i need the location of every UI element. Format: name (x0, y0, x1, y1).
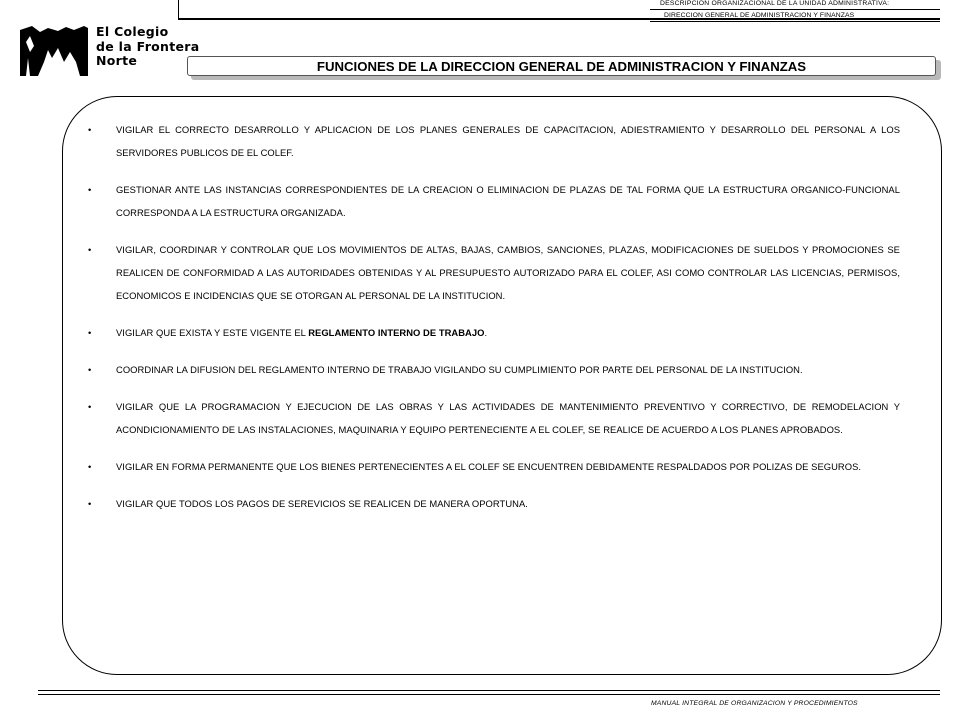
function-item (88, 178, 900, 224)
footer-rule-1 (38, 690, 940, 691)
bullet-icon: • (88, 401, 92, 412)
logo-line-1: El Colegio (96, 24, 169, 39)
logo-line-3: Norte (96, 53, 138, 68)
bullet-icon: • (88, 327, 92, 338)
page-title: FUNCIONES DE LA DIRECCION GENERAL DE ADMINISTRACION Y FINANZAS (187, 56, 936, 76)
bullet-icon: • (88, 498, 92, 509)
bullet-icon: • (88, 244, 92, 255)
function-text: VIGILAR EL CORRECTO DESARROLLO Y APLICACION DE LOS PLANES GENERALES DE CAPACITACION, ADIESTRAMIENTO Y DESARROLLO DEL PERSONAL A LOS SERVIDORES PUBLICOS DE EL COLEF. (116, 124, 900, 158)
function-item (88, 492, 900, 515)
function-text: GESTIONAR ANTE LAS INSTANCIAS CORRESPONDIENTES DE LA CREACION O ELIMINACION DE PLAZAS DE TAL FORMA QUE LA ESTRUCTURA ORGANICO-FUNCIONAL CORRESPONDA A LA ESTRUCTURA ORGANIZADA. (116, 184, 900, 218)
footer-manual-title: MANUAL INTEGRAL DE ORGANIZACION Y PROCEDIMIENTOS (651, 700, 858, 707)
function-item (88, 238, 900, 307)
function-text: VIGILAR, COORDINAR Y CONTROLAR QUE LOS MOVIMIENTOS DE ALTAS, BAJAS, CAMBIOS, SANCIONES, PLAZAS, MODIFICACIONES DE SUELDOS Y PROMOCIONES SE REALICEN DE CONFORMIDAD A LAS AUTORIDADES OBTENIDAS Y AL PRESUPUESTO AUTORIZADO PARA EL COLEF, ASI COMO CONTROLAR LAS LICENCIAS, PERMISOS, ECONOMICOS E INCIDENCIAS QUE SE OTORGAN AL PERSONAL DE LA INSTITUCION. (116, 244, 900, 301)
header-underline-1 (650, 9, 940, 10)
bullet-icon: • (88, 364, 92, 375)
logo-wordmark (96, 25, 200, 69)
function-text: VIGILAR QUE TODOS LOS PAGOS DE SEREVICIOS SE REALICEN DE MANERA OPORTUNA. (116, 498, 528, 509)
header-unit-name: DIRECCION GENERAL DE ADMINISTRACION Y FINANZAS (664, 12, 855, 19)
function-text: VIGILAR EN FORMA PERMANENTE QUE LOS BIENES PERTENECIENTES A EL COLEF SE ENCUENTREN DEBIDAMENTE RESPALDADOS POR POLIZAS DE SEGUROS. (116, 461, 862, 472)
function-text: COORDINAR LA DIFUSION DEL REGLAMENTO INTERNO DE TRABAJO VIGILANDO SU CUMPLIMIENTO POR PARTE DEL PERSONAL DE LA INSTITUCION. (116, 364, 803, 375)
function-item (88, 118, 900, 164)
header-vertical-rule (178, 0, 179, 18)
functions-list (88, 118, 900, 529)
function-text-end: . (484, 327, 488, 338)
function-item (88, 321, 900, 344)
function-item (88, 358, 900, 381)
function-text: VIGILAR QUE LA PROGRAMACION Y EJECUCION DE LAS OBRAS Y LAS ACTIVIDADES DE MANTENIMIENTO PREVENTIVO Y CORRECTIVO, DE REMODELACION Y ACONDICIONAMIENTO DE LAS INSTALACIONES, MAQUINARIA Y EQUIPO PERTENECIENTE A EL COLEF, SE REALICE DE ACUERDO A LOS PLANES APROBADOS. (116, 401, 900, 435)
bullet-icon: • (88, 184, 92, 195)
colef-logo (18, 22, 200, 84)
bullet-icon: • (88, 461, 92, 472)
footer-rule-2 (38, 694, 940, 695)
function-item (88, 455, 900, 478)
function-item (88, 395, 900, 441)
header-underline-2 (650, 21, 940, 22)
colef-logo-icon (18, 22, 90, 78)
function-emphasis: REGLAMENTO INTERNO DE TRABAJO (308, 327, 485, 338)
header-unit-description: DESCRIPCION ORGANIZACIONAL DE LA UNIDAD ADMINISTRATIVA: (660, 0, 890, 7)
bullet-icon: • (88, 124, 92, 135)
logo-line-2: de la Frontera (96, 38, 200, 54)
function-text: VIGILAR QUE EXISTA Y ESTE VIGENTE EL (116, 327, 309, 338)
